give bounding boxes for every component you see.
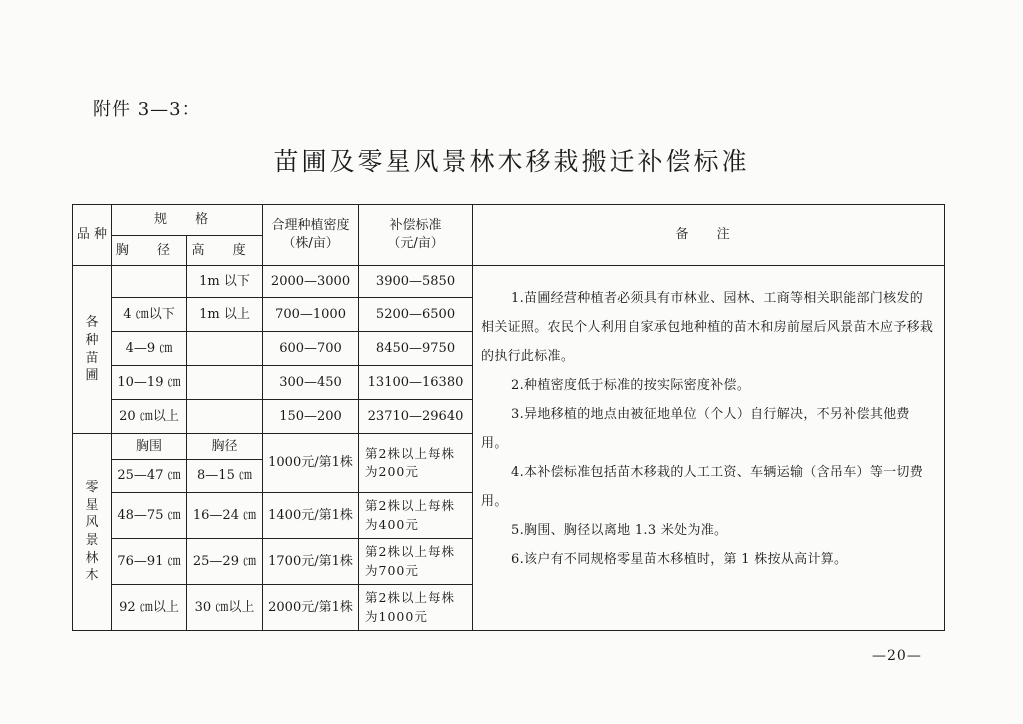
remark-item: 1.苗圃经营种植者必须具有市林业、园林、工商等相关职能部门核发的相关证照。农民个人利用自家承包地种植的苗木和房前屋后风景苗木应予移栽的执行此标准。	[481, 291, 934, 364]
first-tree-compensation: 1400元/第1株	[263, 493, 359, 539]
header-spec: 规 格	[112, 205, 263, 236]
header-remarks: 备 注	[473, 205, 945, 266]
nursery-compensation-cell: 3900—5850	[359, 266, 473, 298]
nursery-height-cell	[187, 366, 263, 400]
nursery-diameter-cell	[112, 266, 187, 298]
nursery-compensation-cell: 5200—6500	[359, 298, 473, 332]
diameter-cell: 16—24 ㎝	[187, 493, 263, 539]
diameter-cell: 30 ㎝以上	[187, 585, 263, 631]
nursery-density-cell: 300—450	[263, 366, 359, 400]
nursery-label-char: 圃	[85, 368, 99, 384]
remarks-cell	[473, 266, 945, 631]
compensation-table	[72, 204, 945, 631]
scattered-label-char: 景	[85, 533, 99, 548]
header-compensation-unit: （元/亩）	[387, 236, 444, 251]
header-density	[263, 205, 359, 266]
nursery-density-cell: 700—1000	[263, 298, 359, 332]
scattered-label-char: 星	[85, 497, 99, 513]
scattered-label	[73, 434, 112, 631]
remark-item: 5.胸围、胸径以离地 1.3 米处为准。	[511, 523, 728, 538]
nursery-height-cell	[187, 332, 263, 366]
diameter-cell: 25—29 ㎝	[187, 539, 263, 585]
attachment-label: 附件 3—3：	[93, 99, 201, 120]
scattered-label-char: 木	[85, 568, 99, 584]
remark-item: 3.异地移植的地点由被征地单位（个人）自行解决，不另补偿其他费用。	[481, 407, 910, 451]
nursery-density-cell: 600—700	[263, 332, 359, 366]
header-density-unit: （株/亩）	[282, 236, 339, 251]
scattered-label-char: 林	[85, 550, 99, 566]
nursery-diameter-cell: 4 ㎝以下	[112, 298, 187, 332]
header-compensation-label: 补偿标准	[389, 218, 442, 234]
scattered-label-char: 零	[85, 480, 99, 496]
nursery-compensation-cell: 23710—29640	[359, 400, 473, 434]
nursery-density-cell: 150—200	[263, 400, 359, 434]
scattered-label-char: 风	[85, 515, 99, 531]
nursery-height-cell: 1m 以上	[187, 298, 263, 332]
header-height: 高 度	[187, 236, 263, 266]
nursery-density-cell: 2000—3000	[263, 266, 359, 298]
nursery-diameter-cell: 4—9 ㎝	[112, 332, 187, 366]
girth-cell: 92 ㎝以上	[112, 585, 187, 631]
nursery-diameter-cell: 20 ㎝以上	[112, 400, 187, 434]
first-tree-compensation: 1700元/第1株	[263, 539, 359, 585]
additional-tree-compensation: 第2株以上每株为400元	[359, 493, 473, 539]
header-variety: 品 种	[73, 205, 112, 266]
first-tree-compensation: 1000元/第1株	[263, 434, 359, 493]
girth-cell: 25—47 ㎝	[112, 460, 187, 493]
diameter-cell: 8—15 ㎝	[187, 460, 263, 493]
page-number: —20—	[872, 648, 922, 664]
additional-tree-compensation: 第2株以上每株为700元	[359, 539, 473, 585]
nursery-compensation-cell: 8450—9750	[359, 332, 473, 366]
header-chest-diameter: 胸 径	[112, 236, 187, 266]
remark-item: 4.本补偿标准包括苗木移栽的人工工资、车辆运输（含吊车）等一切费用。	[481, 465, 924, 509]
nursery-diameter-cell: 10—19 ㎝	[112, 366, 187, 400]
nursery-label-char: 苗	[85, 350, 99, 366]
diameter-subheader: 胸径	[187, 434, 263, 460]
nursery-height-cell	[187, 400, 263, 434]
nursery-label-char: 种	[85, 332, 99, 348]
header-compensation	[359, 205, 473, 266]
remark-item: 6.该户有不同规格零星苗木移植时，第 1 株按从高计算。	[511, 552, 848, 567]
first-tree-compensation: 2000元/第1株	[263, 585, 359, 631]
page-title: 苗圃及零星风景林木移栽搬迁补偿标准	[273, 147, 750, 176]
girth-cell: 76—91 ㎝	[112, 539, 187, 585]
additional-tree-compensation: 第2株以上每株为1000元	[359, 585, 473, 631]
girth-subheader: 胸围	[112, 434, 187, 460]
girth-cell: 48—75 ㎝	[112, 493, 187, 539]
nursery-label-char: 各	[85, 315, 99, 331]
nursery-compensation-cell: 13100—16380	[359, 366, 473, 400]
nursery-label	[73, 266, 112, 434]
nursery-height-cell: 1m 以下	[187, 266, 263, 298]
header-density-label: 合理种植密度	[271, 218, 350, 234]
additional-tree-compensation: 第2株以上每株为200元	[359, 434, 473, 493]
remark-item: 2.种植密度低于标准的按实际密度补偿。	[511, 378, 751, 393]
